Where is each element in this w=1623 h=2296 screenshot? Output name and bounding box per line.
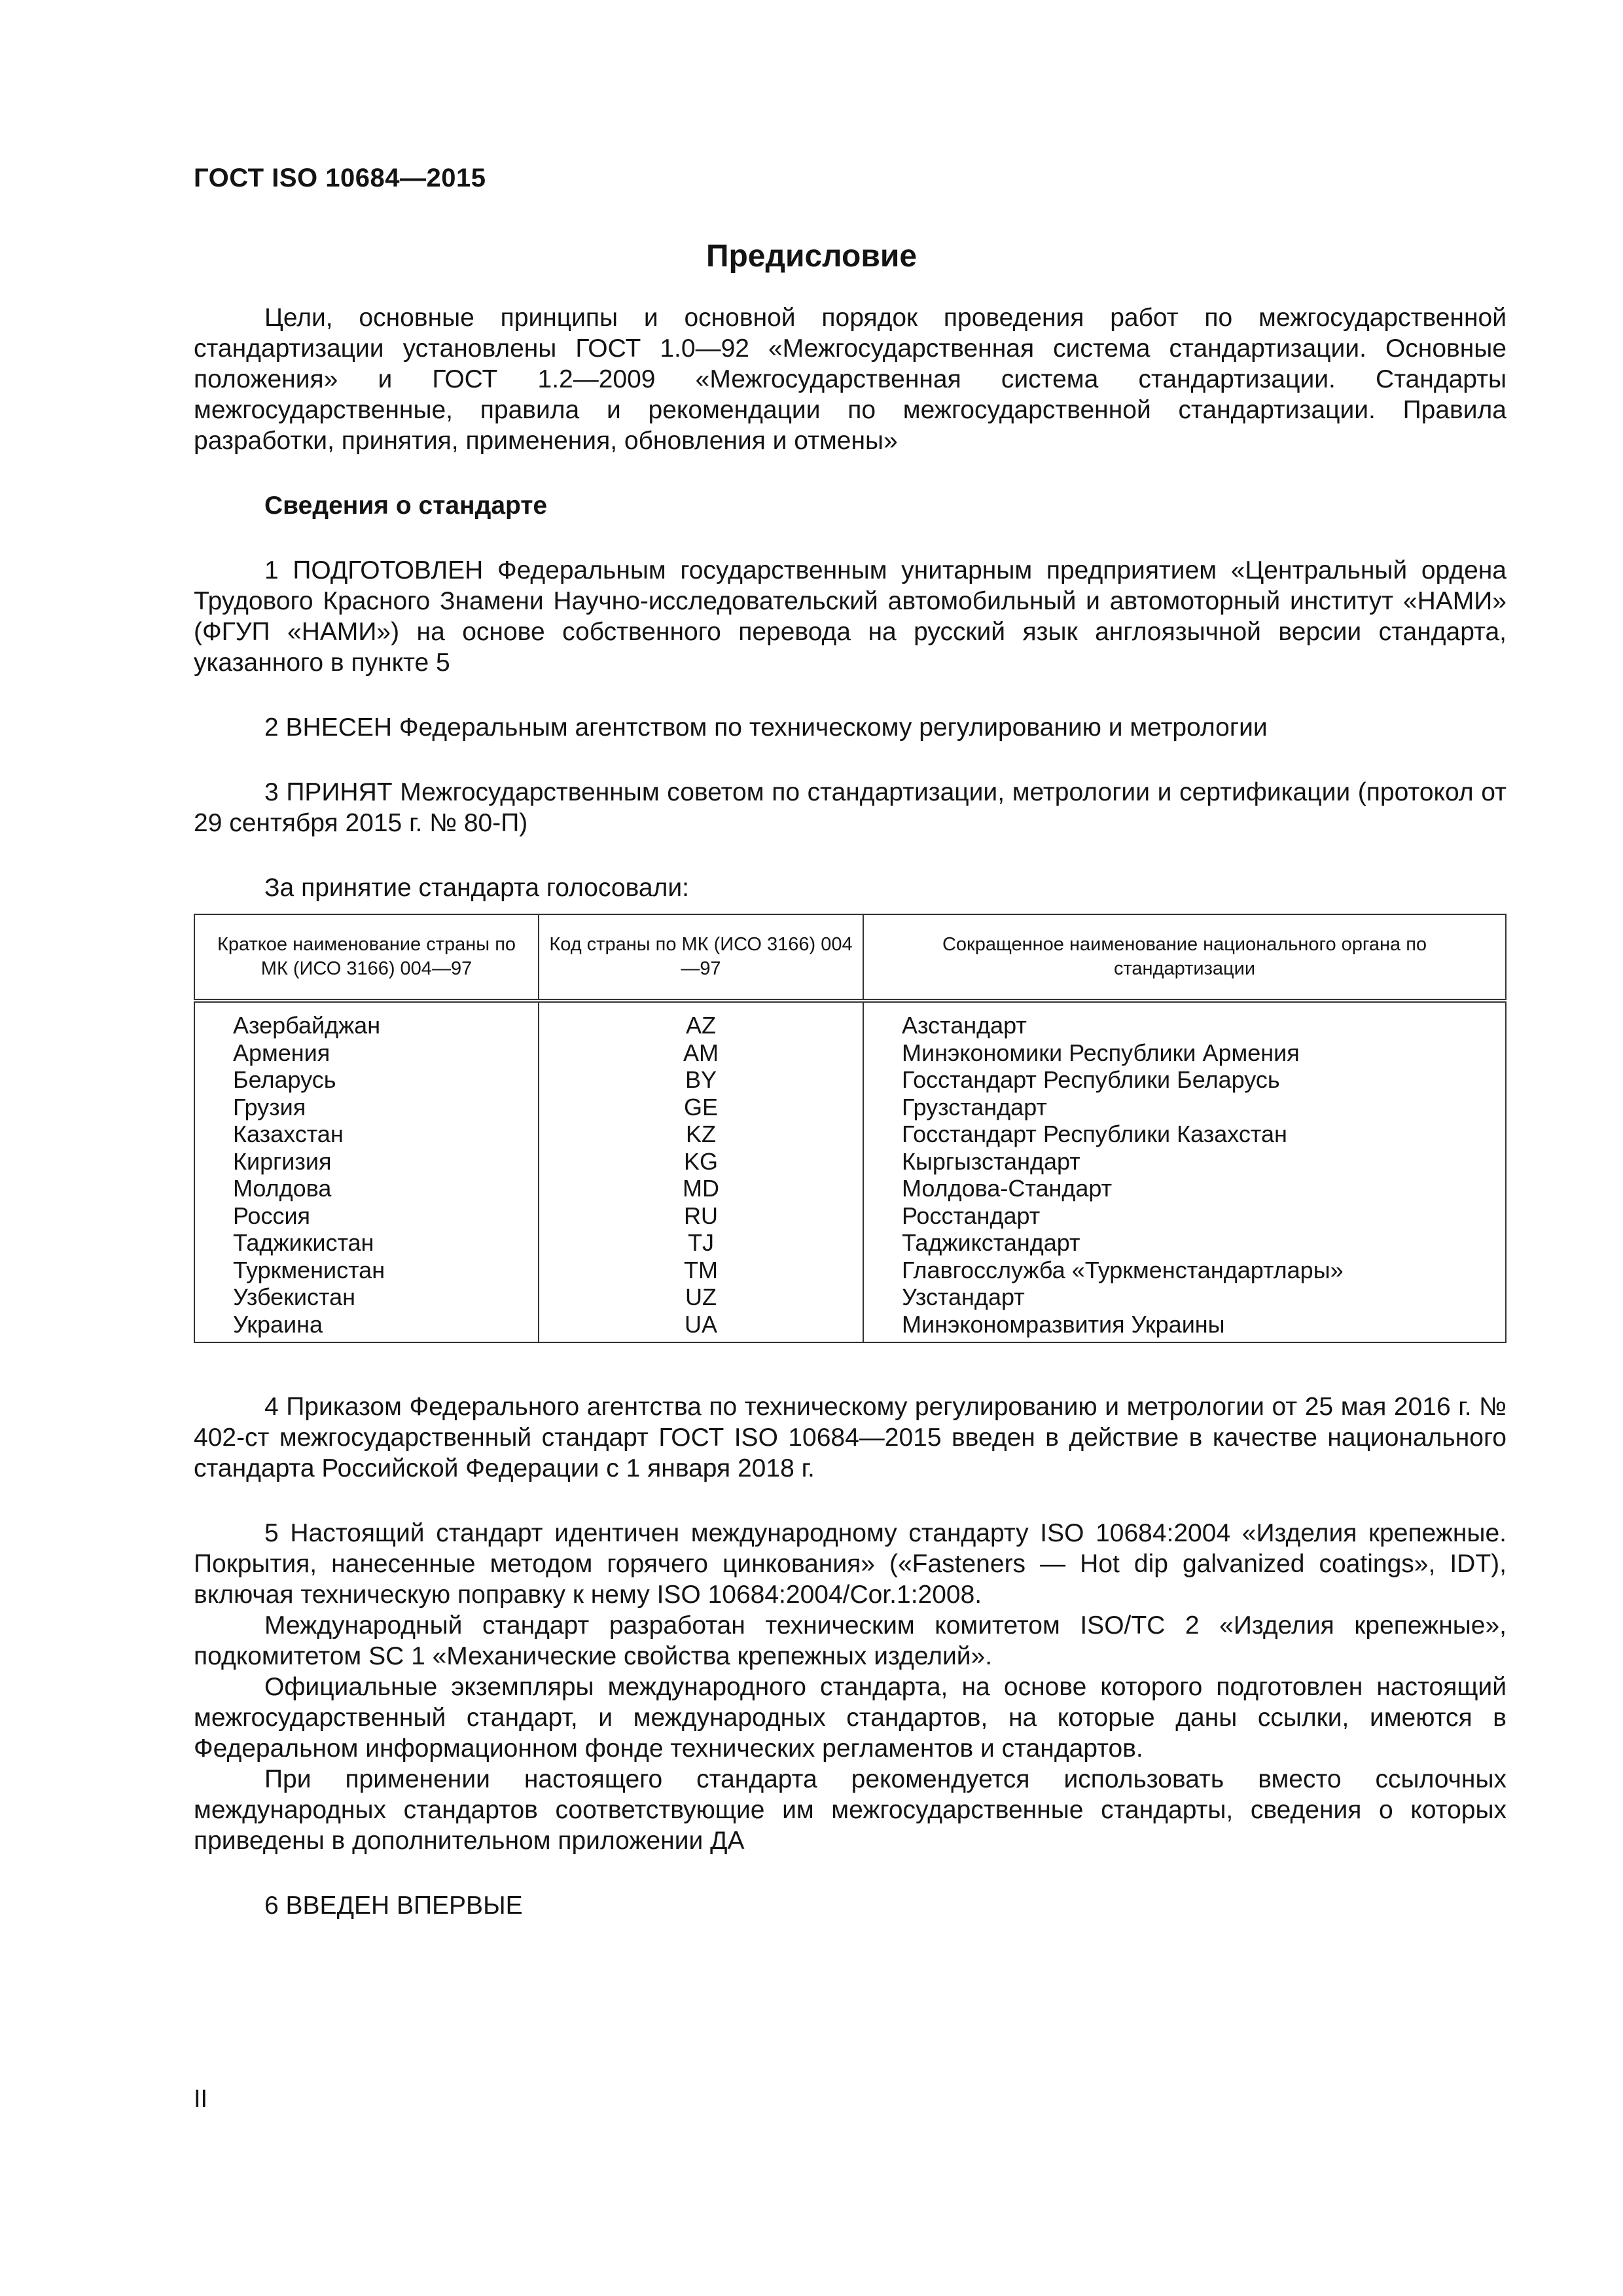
country-code: UZ [539,1283,863,1311]
info-item-5-committee: Международный стандарт разработан техническим комитетом ISO/TC 2 «Изделия крепежные», подкомитетом SC 1 «Механические свойства крепежных изделий». [194,1611,1507,1670]
info-item-5-copies: Официальные экземпляры международного стандарта, на основе которого подготовлен настоящий межгосударственный стандарт, и международных стандартов, на которые даны ссылки, имеются в Федеральном информационном фонде технических регламентов и стандартов. [194,1673,1507,1763]
country-name: Украина [194,1311,539,1343]
info-item-2: 2 ВНЕСЕН Федеральным агентством по техническому регулированию и метрологии [264,713,1268,742]
standards-body: Узстандарт [863,1283,1506,1311]
table-row [194,1094,1506,1121]
country-code: GE [539,1094,863,1121]
standards-body: Таджикстандарт [863,1229,1506,1257]
country-code: BY [539,1066,863,1094]
country-code: TJ [539,1229,863,1257]
country-code: UA [539,1311,863,1343]
table-row [194,1121,1506,1148]
standards-body: Грузстандарт [863,1094,1506,1121]
country-code: KZ [539,1121,863,1148]
table-row [194,1229,1506,1257]
country-code: KG [539,1148,863,1175]
standards-body: Минэкономразвития Украины [863,1311,1506,1343]
table-row [194,1175,1506,1202]
table-row [194,1001,1506,1039]
standards-body: Кыргызстандарт [863,1148,1506,1175]
standards-body: Росстандарт [863,1202,1506,1230]
country-code: MD [539,1175,863,1202]
country-name: Армения [194,1039,539,1067]
info-item-3: 3 ПРИНЯТ Межгосударственным советом по стандартизации, метрологии и сертификации (протокол от 29 сентября 2015 г. № 80-П) [194,778,1507,837]
country-code: AZ [539,1001,863,1039]
country-code: AM [539,1039,863,1067]
standards-body: Молдова-Стандарт [863,1175,1506,1202]
table-row [194,1283,1506,1311]
country-name: Грузия [194,1094,539,1121]
info-item-5-application: При применении настоящего стандарта рекомендуется использовать вместо ссылочных международных стандартов соответствующие им межгосударственные стандарты, сведения о которых приведены в дополнительном приложении ДА [194,1765,1507,1855]
info-item-6: 6 ВВЕДЕН ВПЕРВЫЕ [264,1892,523,1920]
standards-body: Минэкономики Республики Армения [863,1039,1506,1067]
table-row [194,1311,1506,1343]
info-item-4: 4 Приказом Федерального агентства по техническому регулированию и метрологии от 25 мая 2016 г. № 402-ст межгосударственный стандарт ГОСТ ISO 10684—2015 введен в действие в качестве национального стандарта Российской Федерации с 1 января 2018 г. [194,1393,1507,1482]
country-code: TM [539,1257,863,1284]
country-name: Туркменистан [194,1257,539,1284]
country-name: Молдова [194,1175,539,1202]
vote-caption: За принятие стандарта голосовали: [264,874,689,902]
table-header-row [194,914,1506,1001]
country-name: Беларусь [194,1066,539,1094]
table-header-country: Краткое наименование страны по МК (ИСО 3166) 004—97 [194,914,539,1001]
table-header-code: Код страны по МК (ИСО 3166) 004—97 [539,914,863,1001]
standards-body: Главгосслужба «Туркменстандартлары» [863,1257,1506,1284]
member-states-table [194,914,1507,1343]
table-row [194,1257,1506,1284]
country-name: Казахстан [194,1121,539,1148]
section-heading: Сведения о стандарте [264,492,548,520]
table-row [194,1039,1506,1067]
table-header-org: Сокращенное наименование национального органа по стандартизации [863,914,1506,1001]
info-item-5: 5 Настоящий стандарт идентичен международному стандарту ISO 10684:2004 «Изделия крепежные. Покрытия, нанесенные методом горячего цинкования» («Fasteners — Hot dip galvanized coatings», IDT), включая техническую поправку к нему ISO 10684:2004/Cor.1:2008. [194,1519,1507,1609]
country-name: Азербайджан [194,1001,539,1039]
country-name: Узбекистан [194,1283,539,1311]
document-body [194,302,1507,1921]
country-name: Киргизия [194,1148,539,1175]
table-row [194,1066,1506,1094]
table-row [194,1148,1506,1175]
document-code: ГОСТ ISO 10684—2015 [194,164,486,192]
table-row [194,1202,1506,1230]
page-number: II [194,2085,208,2113]
standards-body: Госстандарт Республики Казахстан [863,1121,1506,1148]
standards-body: Азстандарт [863,1001,1506,1039]
country-code: RU [539,1202,863,1230]
intro-paragraph: Цели, основные принципы и основной порядок проведения работ по межгосударственной стандартизации установлены ГОСТ 1.0—92 «Межгосударственная система стандартизации. Основные положения» и ГОСТ 1.2—2009 «Межгосударственная система стандартизации. Стандарты межгосударственные, правила и рекомендации по межгосударственной стандартизации. Правила разработки, принятия, применения, обновления и отмены» [194,304,1507,455]
page-title: Предисловие [705,239,918,274]
info-item-1: 1 ПОДГОТОВЛЕН Федеральным государственным унитарным предприятием «Центральный ордена Трудового Красного Знамени Научно-исследовательский автомобильный и автомоторный институт «НАМИ» (ФГУП «НАМИ») на основе собственного перевода на русский язык англоязычной версии стандарта, указанного в пункте 5 [194,556,1507,677]
standards-body: Госстандарт Республики Беларусь [863,1066,1506,1094]
country-name: Россия [194,1202,539,1230]
country-name: Таджикистан [194,1229,539,1257]
